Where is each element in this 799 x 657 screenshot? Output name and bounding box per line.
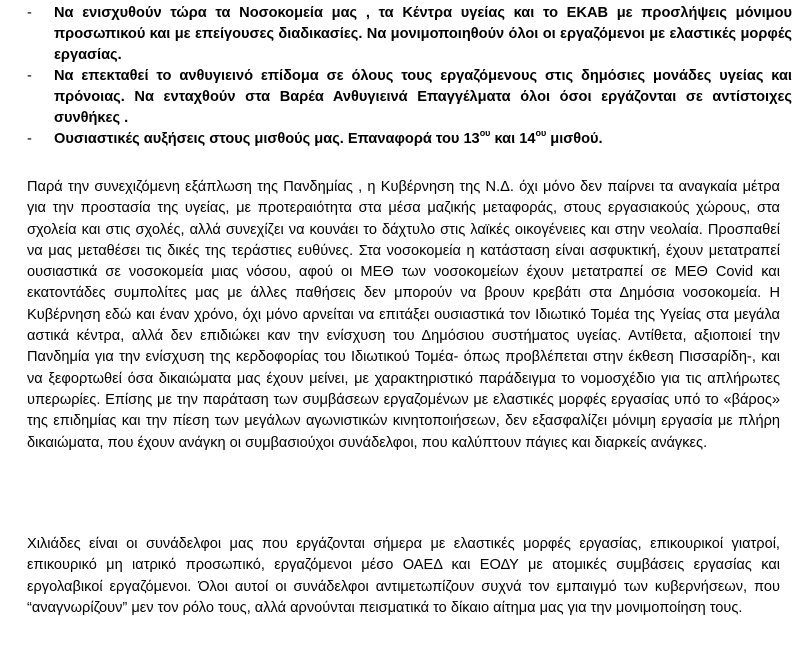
demand-item-hospitals xyxy=(27,3,792,66)
demand-text: Να ενισχυθούν τώρα τα Νοσοκομεία μας , τα Κέντρα υγείας και το ΕΚΑΒ με προσλήψεις μόνιμου προσωπικού και με επείγουσες διαδικασίες. Να μονιμοποιηθούν όλοι οι εργαζόμενοι με ελαστικές μορφές εργασίας. xyxy=(54,5,792,63)
demands-list xyxy=(27,3,792,150)
demand-text: Να επεκταθεί το ανθυγιεινό επίδομα σε όλους τους εργαζόμενους στις δημόσιες μονάδες υγείας και πρόνοιας. Να ενταχθούν στα Βαρέα Ανθυγιεινά Επαγγέλματα όλοι όσοι εργάζονται σε αντίστοιχες συνθήκες . xyxy=(54,68,792,126)
body-paragraph-contract-workers: Χιλιάδες είναι οι συνάδελφοι μας που εργάζονται σήμερα με ελαστικές μορφές εργασίας, επικουρικοί γιατροί, επικουρικό μη ιατρικό προσωπικό, εργαζόμενοι μέσο ΟΑΕΔ και ΕΟΔΥ με ατομικές συμβάσεις εργασίας και εργολαβικοί εργαζόμενοι. Όλοι αυτοί οι συνάδελφοι αντιμετωπίζουν συχνά τον εμπαιγμό των κυβερνήσεων, που “αναγνωρίζουν” μεν τον ρόλο τους, αλλά αρνούνται πεισματικά το δίκαιο αίτημα μας για την μονιμοποίηση τους. xyxy=(27,536,780,616)
demand-text-part: Ουσιαστικές αυξήσεις στους μισθούς μας. Επαναφορά του 13 xyxy=(54,131,480,147)
body-paragraph-pandemic: Παρά την συνεχιζόμενη εξάπλωση της Πανδημίας , η Κυβέρνηση της Ν.Δ. όχι μόνο δεν παίρνει τα αναγκαία μέτρα για την προστασία της υγείας, με προτεραιότητα στα μέσα μαζικής μεταφοράς, στους εργασιακούς χώρους, στα σχολεία και στις σχολές, αλλά συνεχίζει να κουνάει το δάχτυλο στις λαϊκές οικογένειες και στην νεολαία. Προσπαθεί να μας μεταθέσει τις δικές της τεράστιες ευθύνες. Στα νοσοκομεία η κατάσταση είναι ασφυκτική, έχουν μετατραπεί ουσιαστικά σε νοσοκομεία μιας νόσου, αφού οι ΜΕΘ των νοσοκομείων έχουν μετατραπεί σε ΜΕΘ Covid και εκατοντάδες συμπολίτες μας με άλλες παθήσεις δεν μπορούν να βρουν κρεβάτι στα Δημόσια νοσοκομεία. Η Κυβέρνηση εδώ και έναν χρόνο, όχι μόνο αρνείται να επιτάξει ουσιαστικά τον Ιδιωτικό Τομέα της Υγείας στα μεγάλα αστικά κέντρα, αλλά δεν επιδιώκει καν την ενίσχυση του Δημόσιου συστήματος υγείας. Αντίθετα, αξιοποιεί την Πανδημία για την ενίσχυση της κερδοφορίας του Ιδιωτικού Τομέα- όπως προβλέπεται στην έκθεση Πισσαρίδη-, και να ξεφορτωθεί όσα δικαιώματα μας έχουν μείνει, με χαρακτηριστικό παράδειγμα το νομοσχέδιο για τις απλήρωτες υπερωρίες. Επίσης με την παράταση των συμβάσεων εργαζομένων με ελαστικές μορφές εργασίας υπό το «βάρος» της επιδημίας και την πίεση των μεγάλων αγωνιστικών κινητοποιήσεων, δεν εξασφαλίζει μόνιμη εργασία με πλήρη δικαιώματα, που έχουν ανάγκη οι συμβασιούχοι συνάδελφοι, που καλύπτουν πάγιες και διαρκείς ανάγκες. xyxy=(27,179,780,451)
demand-text-part: μισθού. xyxy=(546,131,603,147)
demand-item-allowance xyxy=(27,66,792,129)
ordinal-superscript: ου xyxy=(479,128,491,139)
demand-item-wages xyxy=(27,129,792,150)
demand-text-part: και 14 xyxy=(490,131,536,147)
ordinal-superscript: ου xyxy=(535,128,547,139)
dash-bullet: - xyxy=(27,68,32,84)
dash-bullet: - xyxy=(27,5,32,21)
demand-text xyxy=(54,129,792,150)
dash-bullet: - xyxy=(27,131,32,147)
